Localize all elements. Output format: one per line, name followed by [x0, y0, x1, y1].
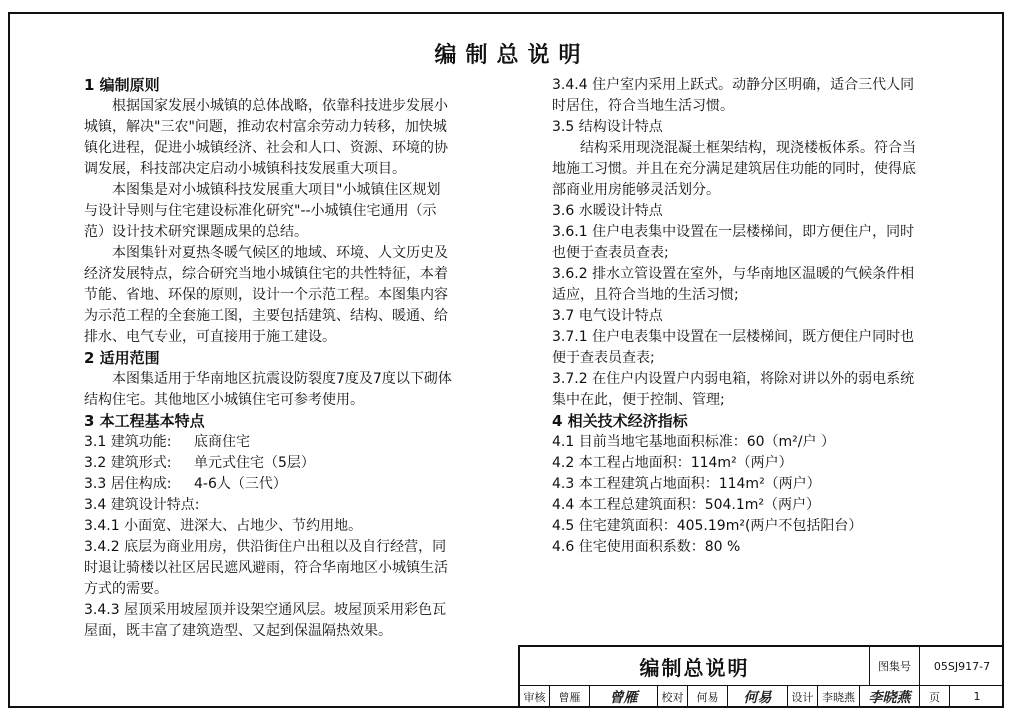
text-line: 排水、电气专业，可直接用于施工建设。	[84, 329, 336, 345]
text-line: 便于查表员查表;	[552, 350, 655, 366]
review-label: 审核	[520, 685, 550, 708]
text-line: 城镇，解决"三农"问题，推动农村富余劳动力转移，加快城	[84, 119, 447, 135]
text-line: 3.6.1 住户电表集中设置在一层楼梯间，即方便住户，同时	[552, 224, 915, 240]
text-line: 4.1 目前当地宅基地面积标准：60（m²/户 ）	[552, 434, 835, 450]
text-line: 3.7.2 在住户内设置户内弱电箱，将除对讲以外的弱电系统	[552, 371, 915, 387]
section-heading: 3 本工程基本特点	[84, 412, 205, 430]
text-line: 3.4.2 底层为商业用房，供沿街住户出租以及自行经营，同	[84, 539, 447, 555]
feature-value: 单元式住宅（5层）	[194, 455, 315, 471]
atlas-number-label: 图集号	[870, 647, 920, 685]
paragraph-line: 结构采用现浇混凝土框架结构，现浇楼板体系。符合当	[580, 140, 916, 156]
feature-key: 3.2 建筑形式:	[84, 455, 172, 471]
page-title: 编制总说明	[434, 43, 590, 68]
text-line: 3.6.2 排水立管设置在室外，与华南地区温暖的气候条件相	[552, 266, 915, 282]
text-line: 4.4 本工程总建筑面积：504.1m²（两户）	[552, 497, 821, 513]
title-block-title: 编制总说明	[520, 647, 870, 685]
title-block	[518, 645, 1004, 708]
text-line: 3.4.1 小面宽、进深大、占地少、节约用地。	[84, 518, 363, 534]
text-line: 4.2 本工程占地面积：114m²（两户）	[552, 455, 793, 471]
text-line: 镇化进程，促进小城镇经济、社会和人口、资源、环境的协	[84, 140, 448, 156]
text-line: 集中在此，便于控制、管理;	[552, 392, 725, 408]
text-line: 时退让骑楼以社区居民遮风避雨，符合华南地区小城镇生活	[84, 560, 448, 576]
feature-line	[84, 474, 484, 495]
title-block-sign-row	[520, 685, 1004, 708]
text-line: 范）设计技术研究课题成果的总结。	[84, 224, 308, 240]
page-label: 页	[920, 685, 950, 708]
text-line: 4.6 住宅使用面积系数：80 %	[552, 539, 741, 555]
checker-name: 何易	[688, 685, 728, 708]
right-column	[552, 75, 952, 558]
check-label: 校对	[658, 685, 688, 708]
text-line: 为示范工程的全套施工图，主要包括建筑、结构、暖通、给	[84, 308, 448, 324]
text-line: 部商业用房能够灵活划分。	[552, 182, 720, 198]
paragraph-line: 根据国家发展小城镇的总体战略，依靠科技进步发展小	[112, 98, 448, 114]
text-line: 3.4.4 住户室内采用上跃式。动静分区明确，适合三代人同	[552, 77, 915, 93]
reviewer-signature: 曾雁	[590, 685, 658, 708]
reviewer-name: 曾雁	[550, 685, 590, 708]
section-heading: 2 适用范围	[84, 349, 160, 367]
design-label: 设计	[788, 685, 818, 708]
text-line: 调发展，科技部决定启动小城镇科技发展重大项目。	[84, 161, 406, 177]
left-column	[84, 75, 484, 642]
feature-line	[84, 453, 484, 474]
feature-value: 底商住宅	[194, 434, 250, 450]
text-line: 3.4 建筑设计特点:	[84, 497, 200, 513]
text-line: 3.5 结构设计特点	[552, 119, 663, 135]
text-line: 3.6 水暖设计特点	[552, 203, 663, 219]
text-line: 也便于查表员查表;	[552, 245, 669, 261]
text-line: 结构住宅。其他地区小城镇住宅可参考使用。	[84, 392, 364, 408]
paragraph-line: 本图集适用于华南地区抗震设防裂度7度及7度以下砌体	[112, 371, 452, 387]
page-number: 1	[973, 690, 981, 703]
checker-signature: 何易	[728, 685, 788, 708]
text-line: 4.3 本工程建筑占地面积：114m²（两户）	[552, 476, 821, 492]
atlas-number: 05SJ917-7	[933, 659, 991, 673]
paragraph-line: 本图集针对夏热冬暖气候区的地域、环境、人文历史及	[112, 245, 448, 261]
feature-key: 3.1 建筑功能:	[84, 434, 172, 450]
title-block-top-row	[520, 647, 1004, 686]
text-line: 时居住，符合当地生活习惯。	[552, 98, 734, 114]
paragraph-line: 本图集是对小城镇科技发展重大项目"小城镇住区规划	[112, 182, 441, 198]
feature-line	[84, 432, 484, 453]
text-line: 适应，且符合当地的生活习惯;	[552, 287, 739, 303]
text-line: 方式的需要。	[84, 581, 168, 597]
section-heading: 4 相关技术经济指标	[552, 412, 688, 430]
text-line: 地施工习惯。并且在充分满足建筑居住功能的同时，使得底	[552, 161, 916, 177]
text-line: 3.4.3 屋顶采用坡屋顶并设架空通风层。坡屋顶采用彩色瓦	[84, 602, 447, 618]
text-line: 3.7 电气设计特点	[552, 308, 663, 324]
feature-value: 4-6人（三代）	[194, 476, 287, 492]
feature-key: 3.3 居住构成:	[84, 476, 172, 492]
text-line: 3.7.1 住户电表集中设置在一层楼梯间，既方便住户同时也	[552, 329, 915, 345]
designer-signature: 李晓燕	[860, 685, 920, 708]
section-heading: 1 编制原则	[84, 76, 160, 94]
text-line: 经济发展特点，综合研究当地小城镇住宅的共性特征，本着	[84, 266, 448, 282]
text-line: 节能、省地、环保的原则，设计一个示范工程。本图集内容	[84, 287, 448, 303]
text-line: 4.5 住宅建筑面积：405.19m²(两户不包括阳台）	[552, 518, 863, 534]
designer-name: 李晓燕	[818, 685, 860, 708]
text-line: 与设计导则与住宅建设标准化研究"--小城镇住宅通用（示	[84, 203, 437, 219]
text-line: 屋面，既丰富了建筑造型、又起到保温隔热效果。	[84, 623, 392, 639]
